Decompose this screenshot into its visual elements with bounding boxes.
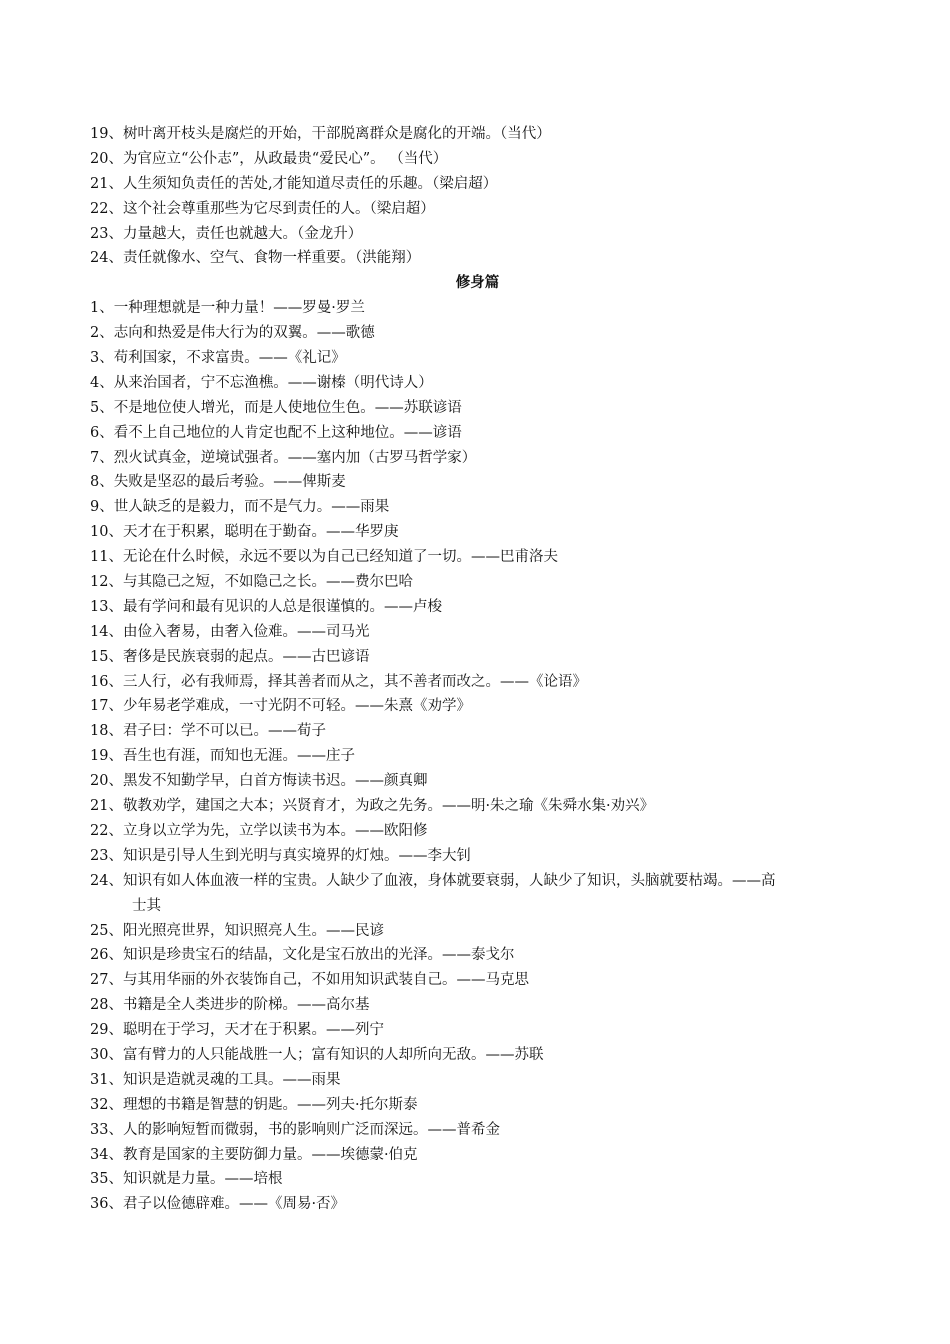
list-item: 21、人生须知负责任的苦处,才能知道尽责任的乐趣。（梁启超）: [90, 175, 498, 192]
list-item: 26、知识是珍贵宝石的结晶，文化是宝石放出的光泽。——泰戈尔: [90, 947, 515, 964]
list-item: 20、黑发不知勤学早，白首方悔读书迟。——颜真卿: [90, 773, 428, 790]
list-item: 18、君子曰：学不可以已。——荀子: [90, 723, 326, 740]
list-item: 10、天才在于积累，聪明在于勤奋。——华罗庚: [90, 524, 399, 541]
list-item-continuation: 士其: [132, 897, 161, 914]
list-item: 20、为官应立“公仆志”，从政最贵“爱民心”。 （当代）: [90, 150, 448, 167]
list-item: 25、阳光照亮世界，知识照亮人生。——民谚: [90, 922, 384, 939]
list-item: 19、吾生也有涯，而知也无涯。——庄子: [90, 748, 355, 765]
list-item: 22、这个社会尊重那些为它尽到责任的人。（梁启超）: [90, 200, 435, 217]
section-title: 修身篇: [455, 275, 500, 292]
list-item: 7、烈火试真金，逆境试强者。——塞内加（古罗马哲学家）: [90, 449, 477, 466]
list-item: 1、一种理想就是一种力量！——罗曼·罗兰: [90, 300, 365, 317]
list-item: 6、看不上自己地位的人肯定也配不上这种地位。——谚语: [90, 424, 462, 441]
list-item: 11、无论在什么时候，永远不要以为自己已经知道了一切。——巴甫洛夫: [90, 549, 558, 566]
list-item: 23、力量越大，责任也就越大。（金龙升）: [90, 225, 363, 242]
list-item: 13、最有学问和最有见识的人总是很谨慎的。——卢梭: [90, 598, 442, 615]
list-item: 31、知识是造就灵魂的工具。——雨果: [90, 1071, 341, 1088]
list-item: 8、失败是坚忍的最后考验。——俾斯麦: [90, 474, 346, 491]
list-item: 34、教育是国家的主要防御力量。——埃德蒙·伯克: [90, 1146, 418, 1163]
list-item: 28、书籍是全人类进步的阶梯。——高尔基: [90, 997, 370, 1014]
list-item: 5、不是地位使人增光，而是人使地位生色。——苏联谚语: [90, 399, 462, 416]
intro-list: [90, 122, 865, 271]
list-item: 21、敬教劝学，建国之大本；兴贤育才，为政之先务。——明·朱之瑜《朱舜水集·劝兴》: [90, 798, 655, 815]
list-item: 2、志向和热爱是伟大行为的双翼。——歌德: [90, 325, 375, 342]
list-item: 27、与其用华丽的外衣装饰自己，不如用知识武装自己。——马克思: [90, 972, 529, 989]
list-item: 24、责任就像水、空气、食物一样重要。（洪能翔）: [90, 250, 421, 267]
list-item-wrapped: [90, 869, 865, 919]
list-item: 32、理想的书籍是智慧的钥匙。——列夫·托尔斯泰: [90, 1096, 418, 1113]
quote-list: [90, 296, 865, 1217]
list-item: 15、奢侈是民族衰弱的起点。——古巴谚语: [90, 648, 370, 665]
list-item: 29、聪明在于学习，天才在于积累。——列宁: [90, 1022, 384, 1039]
list-item: 22、立身以立学为先，立学以读书为本。——欧阳修: [90, 822, 428, 839]
document-page: [90, 122, 865, 1217]
list-item: 19、树叶离开枝头是腐烂的开始，干部脱离群众是腐化的开端。（当代）: [90, 126, 551, 142]
list-item: 33、人的影响短暂而微弱，书的影响则广泛而深远。——普希金: [90, 1121, 500, 1138]
list-item: 16、三人行，必有我师焉，择其善者而从之，其不善者而改之。——《论语》: [90, 673, 587, 690]
list-item: 36、君子以俭德辟难。——《周易·否》: [90, 1196, 346, 1213]
list-item: 3、苟利国家，不求富贵。——《礼记》: [90, 350, 346, 367]
list-item: 30、富有臂力的人只能战胜一人；富有知识的人却所向无敌。——苏联: [90, 1046, 544, 1063]
list-item: 35、知识就是力量。——培根: [90, 1171, 283, 1188]
list-item: 14、由俭入奢易，由奢入俭难。——司马光: [90, 623, 370, 640]
list-item: 23、知识是引导人生到光明与真实境界的灯烛。——李大钊: [90, 847, 471, 864]
list-item: 17、少年易老学难成，一寸光阴不可轻。——朱熹《劝学》: [90, 698, 471, 715]
list-item: 9、世人缺乏的是毅力，而不是气力。——雨果: [90, 499, 390, 516]
list-item-line: 24、知识有如人体血液一样的宝贵。人缺少了血液，身体就要衰弱，人缺少了知识，头脑就要枯竭。——高: [90, 872, 776, 889]
list-item: 4、从来治国者，宁不忘渔樵。——谢榛（明代诗人）: [90, 374, 433, 391]
list-item: 12、与其隐己之短，不如隐己之长。——费尔巴哈: [90, 574, 413, 591]
